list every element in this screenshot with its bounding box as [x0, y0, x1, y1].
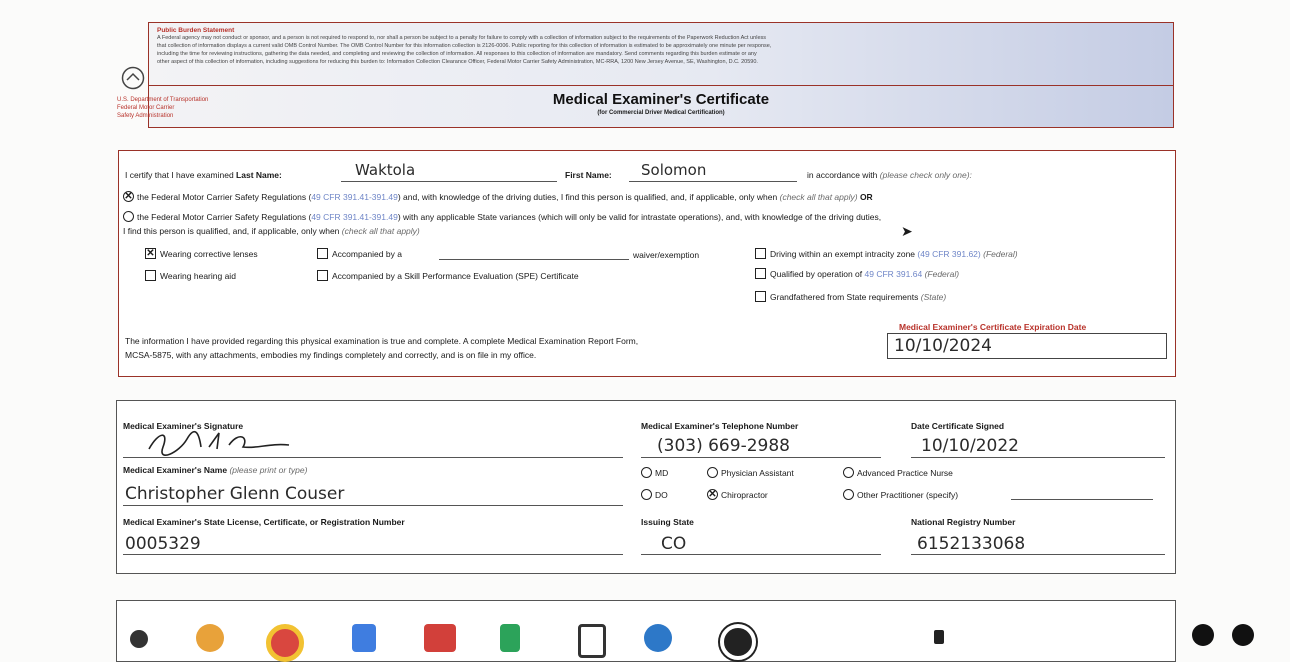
- last-name-line: [341, 181, 557, 182]
- play-store-icon[interactable]: [500, 624, 520, 652]
- cred-apn[interactable]: Advanced Practice Nurse: [843, 468, 953, 479]
- signature-label: Medical Examiner's Signature: [123, 421, 244, 431]
- divider: [149, 85, 1173, 86]
- option-state-radio[interactable]: [123, 211, 134, 222]
- burden-line-3: including the time for reviewing instructions, gathering the data needed, and completing and reviewing the collection of information. All responses to this collection of information are mandatory. Send comments regarding this burden estimate or any: [157, 51, 757, 57]
- radio-md[interactable]: [641, 467, 652, 478]
- option-federal[interactable]: ✕ the Federal Motor Carrier Safety Regulations (49 CFR 391.41-391.49) and, with knowledge of the driving duties, I find this person is qualified, and, if applicable, only when (check all that apply) OR: [124, 191, 873, 203]
- cred-do[interactable]: DO: [641, 490, 668, 501]
- cond-hearing[interactable]: Wearing hearing aid: [145, 271, 236, 282]
- agency-line-3: Safety Administration: [117, 113, 174, 119]
- phone-line: [641, 457, 881, 458]
- statement-line-1: The information I have provided regarding this physical examination is true and complete. A complete Medical Examination Report Form,: [125, 336, 639, 346]
- app-icon-8[interactable]: [644, 624, 672, 652]
- form-subtitle: (for Commercial Driver Medical Certification): [597, 110, 725, 116]
- radio-apn[interactable]: [843, 467, 854, 478]
- registry-line: [911, 554, 1165, 555]
- state-line: [641, 554, 881, 555]
- cred-pa[interactable]: Physician Assistant: [707, 468, 794, 479]
- license-value[interactable]: 0005329: [125, 534, 201, 554]
- radio-do[interactable]: [641, 489, 652, 500]
- checkbox-grandfathered[interactable]: [755, 291, 766, 302]
- burden-line-1: A Federal agency may not conduct or sponsor, and a person is not required to respond to, nor shall a person be subject to a penalty for failure to comply with a collection of information subject to the requirements of the Paperwork Reduction Act unless: [157, 35, 767, 41]
- name-line: [123, 505, 623, 506]
- examiner-box: [116, 400, 1176, 574]
- app-icon-9[interactable]: [720, 624, 756, 660]
- cond-lenses[interactable]: ✕ Wearing corrective lenses: [146, 248, 258, 260]
- cond-accompanied[interactable]: Accompanied by a: [317, 249, 402, 260]
- burden-title: Public Burden Statement: [157, 27, 235, 34]
- phone-label: Medical Examiner's Telephone Number: [641, 421, 799, 431]
- license-line: [123, 554, 623, 555]
- checkbox-spe[interactable]: [317, 270, 328, 281]
- registry-value[interactable]: 6152133068: [917, 534, 1026, 554]
- burden-line-2: that collection of information displays a current valid OMB Control Number. The OMB Control Number for this information collection is 2126-0006. Public reporting for this collection of information is estimated to be approximately one minute per response,: [157, 43, 772, 49]
- other-line: [1011, 499, 1153, 500]
- mouse-cursor-icon: ➤: [901, 223, 913, 239]
- certification-box: [118, 150, 1176, 377]
- date-signed-value[interactable]: 10/10/2022: [921, 436, 1019, 456]
- accordance-text: in accordance with (please check only one):: [807, 170, 972, 180]
- app-icon-5[interactable]: [424, 624, 456, 652]
- phone-value[interactable]: (303) 669-2988: [657, 436, 790, 456]
- cond-qualified[interactable]: Qualified by operation of 49 CFR 391.64 (Federal): [755, 269, 959, 280]
- license-label: Medical Examiner's State License, Certificate, or Registration Number: [123, 517, 405, 527]
- radio-pa[interactable]: [707, 467, 718, 478]
- first-name-line: [629, 181, 797, 182]
- accompanied-line: [439, 259, 629, 260]
- date-signed-label: Date Certificate Signed: [911, 421, 1005, 431]
- examiner-name[interactable]: Christopher Glenn Couser: [125, 484, 345, 504]
- name-label: Medical Examiner's Name (please print or type): [123, 465, 308, 475]
- waiver-text: waiver/exemption: [633, 250, 700, 260]
- app-icon-7[interactable]: [578, 624, 606, 658]
- status-icon-3: [1232, 624, 1254, 646]
- status-icon-1: [934, 630, 944, 644]
- option-state-line2: I find this person is qualified, and, if applicable, only when (check all that apply): [123, 226, 420, 236]
- dot-logo-icon: [121, 66, 145, 90]
- cred-other[interactable]: Other Practitioner (specify): [843, 490, 958, 501]
- cond-intracity[interactable]: Driving within an exempt intracity zone (49 CFR 391.62) (Federal): [755, 249, 1018, 260]
- first-name-label: First Name:: [565, 170, 612, 180]
- agency-line-2: Federal Motor Carrier: [117, 105, 175, 111]
- cred-md[interactable]: MD: [641, 468, 668, 479]
- expiration-date[interactable]: 10/10/2024: [894, 336, 992, 356]
- checkbox-qualified[interactable]: [755, 268, 766, 279]
- statement-line-2: MCSA-5875, with any attachments, embodies my findings completely and correctly, and is on file in my office.: [125, 350, 537, 360]
- registry-label: National Registry Number: [911, 517, 1016, 527]
- form-title: Medical Examiner's Certificate: [552, 91, 770, 108]
- cond-grandfathered[interactable]: Grandfathered from State requirements (State): [755, 292, 946, 303]
- last-name-value[interactable]: Waktola: [355, 161, 416, 179]
- burden-line-4: other aspect of this collection of information, including suggestions for reducing this burden to: Information Collection Clearance Officer, Federal Motor Carrier Safety Administration, MC-RRA, 1200 New Jersey Avenue, SE, Washington, D.C. 20590.: [157, 59, 758, 65]
- first-name-value[interactable]: Solomon: [641, 161, 707, 179]
- radio-chiro[interactable]: ✕: [708, 489, 717, 501]
- checkbox-intracity[interactable]: [755, 248, 766, 259]
- date-signed-line: [911, 457, 1165, 458]
- state-label: Issuing State: [641, 517, 694, 527]
- option-federal-radio[interactable]: ✕: [124, 191, 133, 203]
- signature-line: [123, 457, 623, 458]
- chrome-icon[interactable]: [266, 624, 304, 662]
- cert-intro: I certify that I have examined Last Name:: [125, 170, 282, 180]
- checkbox-lenses[interactable]: ✕: [146, 248, 155, 260]
- option-state[interactable]: the Federal Motor Carrier Safety Regulations (49 CFR 391.41-391.49) with any applicable State variances (which will only be valid for intrastate operations), and, with knowledge of the driving duties,: [123, 212, 881, 223]
- agency-line-1: U.S. Department of Transportation: [117, 97, 209, 103]
- header-box: [117, 22, 1174, 128]
- expiration-label: Medical Examiner's Certificate Expiration Date: [899, 322, 1087, 332]
- radio-other[interactable]: [843, 489, 854, 500]
- state-value[interactable]: CO: [661, 534, 687, 554]
- app-icon-2[interactable]: [196, 624, 224, 652]
- cred-chiro[interactable]: ✕ Chiropractor: [708, 489, 768, 501]
- expiration-field[interactable]: [887, 333, 1167, 359]
- docs-icon[interactable]: [352, 624, 376, 652]
- status-icon-2: [1192, 624, 1214, 646]
- checkbox-accompanied[interactable]: [317, 248, 328, 259]
- checkbox-hearing[interactable]: [145, 270, 156, 281]
- app-icon-1[interactable]: [130, 630, 148, 648]
- cond-spe[interactable]: Accompanied by a Skill Performance Evaluation (SPE) Certificate: [317, 271, 579, 282]
